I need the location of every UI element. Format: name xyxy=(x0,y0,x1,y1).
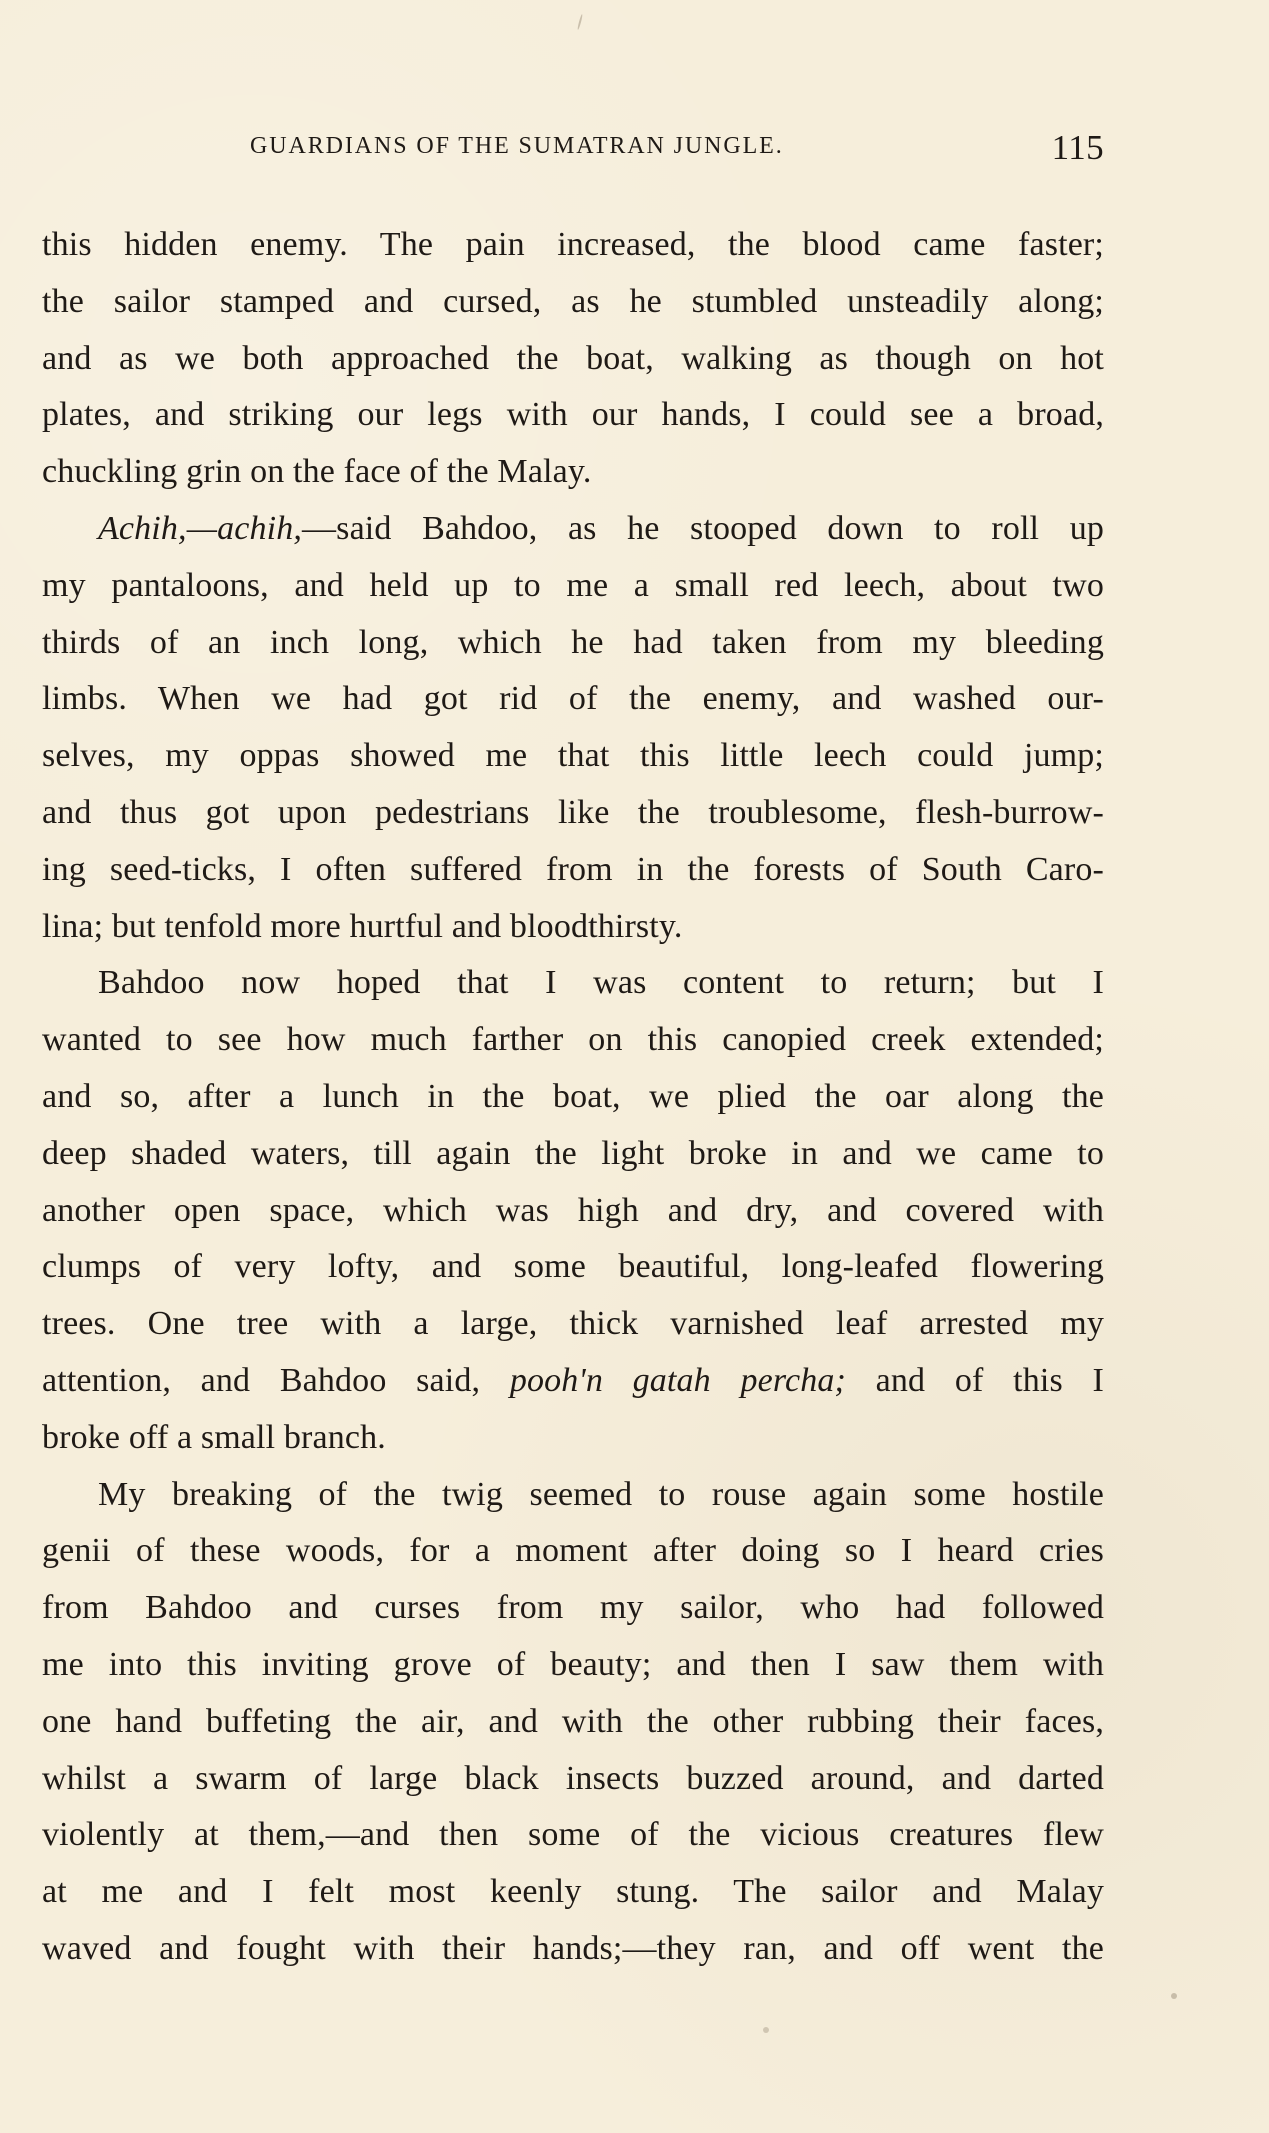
text-line xyxy=(42,1353,1104,1410)
paper-mark xyxy=(1171,1993,1177,1999)
text-line: selves, my oppas showed me that this little leech could jump; xyxy=(42,737,1104,775)
paper-mark xyxy=(577,14,583,30)
text-line: waved and fought with their hands;—they ran, and off went the xyxy=(42,1929,1104,1967)
body-text xyxy=(42,217,1104,1978)
text-line: my pantaloons, and held up to me a small red leech, about two xyxy=(42,566,1104,604)
text-line: whilst a swarm of large black insects buzzed around, and darted xyxy=(42,1759,1104,1797)
text-line xyxy=(42,501,1104,558)
page-number: 115 xyxy=(1051,128,1104,167)
text-run: and of this I xyxy=(846,1361,1104,1399)
text-line: My breaking of the twig seemed to rouse again some hostile xyxy=(98,1475,1104,1513)
text-line: and so, after a lunch in the boat, we plied the oar along the xyxy=(42,1077,1104,1115)
text-line: Bahdoo now hoped that I was content to return; but I xyxy=(98,964,1104,1002)
text-line: me into this inviting grove of beauty; and then I saw them with xyxy=(42,1645,1104,1683)
text-line: this hidden enemy. The pain increased, the blood came faster; xyxy=(42,226,1104,263)
text-line: the sailor stamped and cursed, as he stumbled unsteadily along; xyxy=(42,282,1104,320)
text-line: at me and I felt most keenly stung. The sailor and Malay xyxy=(42,1873,1104,1911)
text-line: deep shaded waters, till again the light broke in and we came to xyxy=(42,1134,1104,1172)
text-line: broke off a small branch. xyxy=(42,1418,386,1456)
text-line: lina; but tenfold more hurtful and bloodthirsty. xyxy=(42,907,683,945)
text-line: clumps of very lofty, and some beautiful, long-leafed flowering xyxy=(42,1248,1104,1286)
text-line: thirds of an inch long, which he had taken from my bleeding xyxy=(42,623,1104,661)
text-line: ing seed-ticks, I often suffered from in the forests of South Caro- xyxy=(42,850,1104,888)
text-line: genii of these woods, for a moment after doing so I heard cries xyxy=(42,1532,1104,1570)
paper-mark xyxy=(763,2027,769,2033)
text-run: attention, and Bahdoo said, xyxy=(42,1361,510,1399)
text-line: one hand buffeting the air, and with the other rubbing their faces, xyxy=(42,1702,1104,1740)
text-line: limbs. When we had got rid of the enemy, and washed our- xyxy=(42,680,1104,718)
text-line: and as we both approached the boat, walking as though on hot xyxy=(42,339,1104,377)
italic-phrase: pooh'n gatah percha; xyxy=(509,1361,847,1399)
text-line: trees. One tree with a large, thick varnished leaf arrested my xyxy=(42,1305,1104,1343)
text-line: another open space, which was high and dry, and covered with xyxy=(42,1191,1104,1229)
text-line: plates, and striking our legs with our hands, I could see a broad, xyxy=(42,396,1104,434)
text-line: from Bahdoo and curses from my sailor, who had followed xyxy=(42,1589,1104,1627)
page-header xyxy=(250,128,1110,168)
text-line: chuckling grin on the face of the Malay. xyxy=(42,453,592,491)
italic-phrase: Achih,—achih, xyxy=(98,509,303,547)
running-head: GUARDIANS OF THE SUMATRAN JUNGLE. xyxy=(250,133,784,159)
text-line: and thus got upon pedestrians like the troublesome, flesh-burrow- xyxy=(42,793,1104,831)
text-line: wanted to see how much farther on this canopied creek extended; xyxy=(42,1021,1104,1059)
text-line: violently at them,—and then some of the vicious creatures flew xyxy=(42,1816,1104,1854)
text-run: —said Bahdoo, as he stooped down to roll up xyxy=(302,509,1104,547)
